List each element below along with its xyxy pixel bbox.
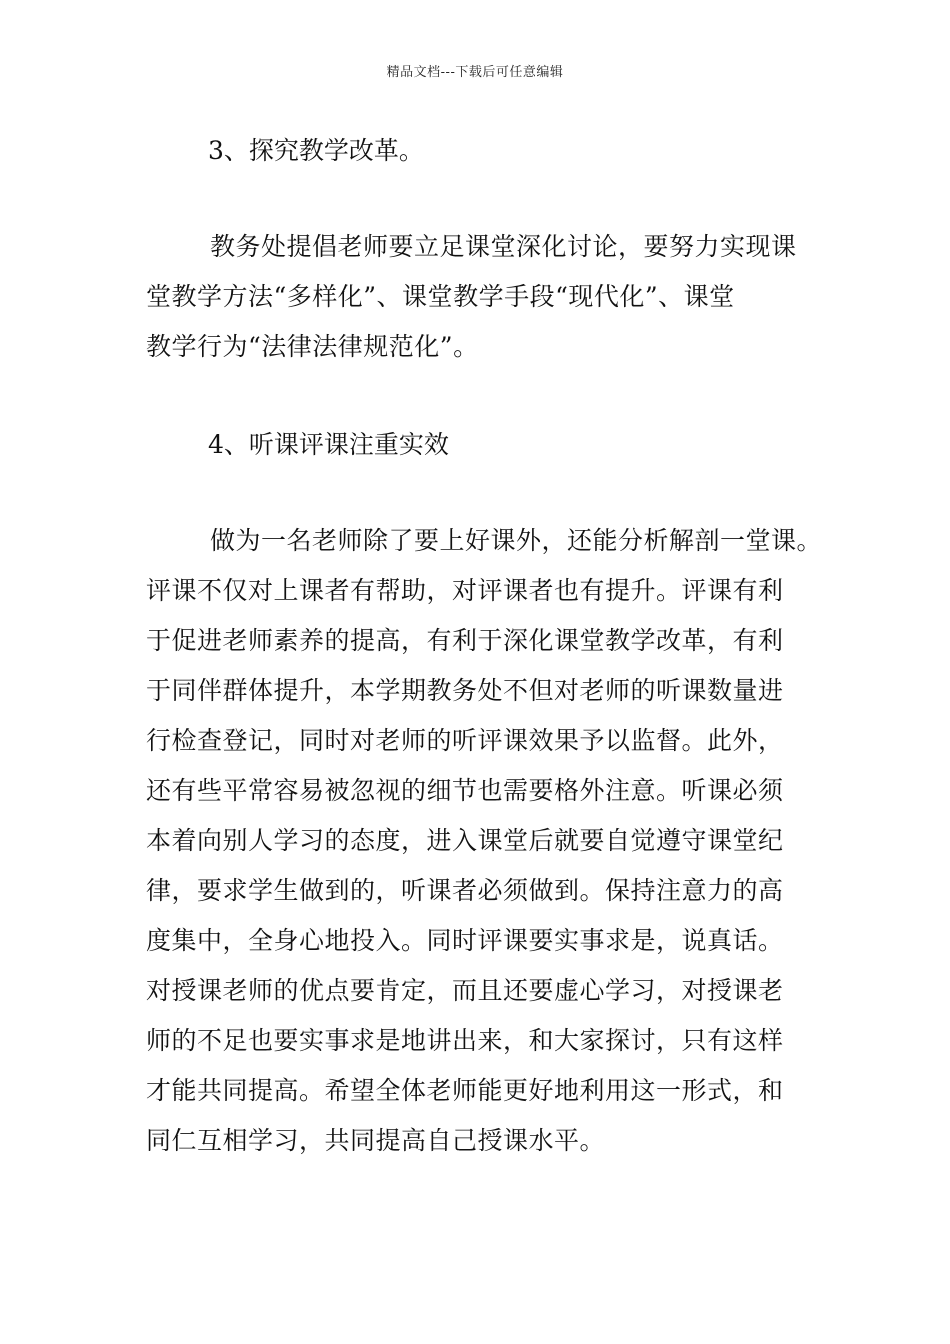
document-body — [146, 126, 823, 1166]
paragraph-line: 还有些平常容易被忽视的细节也需要格外注意。听课必须 — [146, 776, 784, 805]
paragraph-line: 度集中，全身心地投入。同时评课要实事求是，说真话。 — [146, 926, 784, 955]
paragraph-line: 对授课老师的优点要肯定，而且还要虚心学习，对授课老 — [146, 976, 784, 1005]
paragraph-line: 律，要求学生做到的，听课者必须做到。保持注意力的高 — [146, 876, 784, 905]
page-header: 精品文档---下载后可任意编辑 — [386, 65, 564, 80]
spacer — [146, 176, 810, 222]
paragraph-line: 教务处提倡老师要立足课堂深化讨论，要努力实现课 — [210, 232, 797, 261]
paragraph-line: 师的不足也要实事求是地讲出来，和大家探讨，只有这样 — [146, 1026, 784, 1055]
paragraph-line: 评课不仅对上课者有帮助，对评课者也有提升。评课有利 — [146, 576, 784, 605]
paragraph-line: 做为一名老师除了要上好课外，还能分析解剖一堂课。 — [210, 526, 823, 555]
section-heading-3: 3、探究教学改革。 — [208, 136, 424, 165]
paragraph-line: 行检查登记，同时对老师的听评课效果予以监督。此外， — [146, 726, 784, 755]
paragraph-line: 才能共同提高。希望全体老师能更好地利用这一形式，和 — [146, 1076, 784, 1105]
paragraph-line: 于同伴群体提升，本学期教务处不但对老师的听课数量进 — [146, 676, 784, 705]
spacer — [146, 470, 810, 516]
paragraph-line: 同仁互相学习，共同提高自己授课水平。 — [146, 1126, 606, 1155]
paragraph-line: 本着向别人学习的态度，进入课堂后就要自觉遵守课堂纪 — [146, 826, 784, 855]
paragraph-teaching-reform — [146, 222, 810, 372]
paragraph-lesson-evaluation — [146, 516, 823, 1166]
section-heading-4: 4、听课评课注重实效 — [208, 430, 449, 459]
paragraph-line: 堂教学方法“多样化”、课堂教学手段“现代化”、课堂 — [146, 282, 735, 311]
paragraph-line: 教学行为“法律法律规范化”。 — [146, 332, 479, 361]
spacer — [146, 372, 810, 420]
paragraph-line: 于促进老师素养的提高，有利于深化课堂教学改革，有利 — [146, 626, 784, 655]
